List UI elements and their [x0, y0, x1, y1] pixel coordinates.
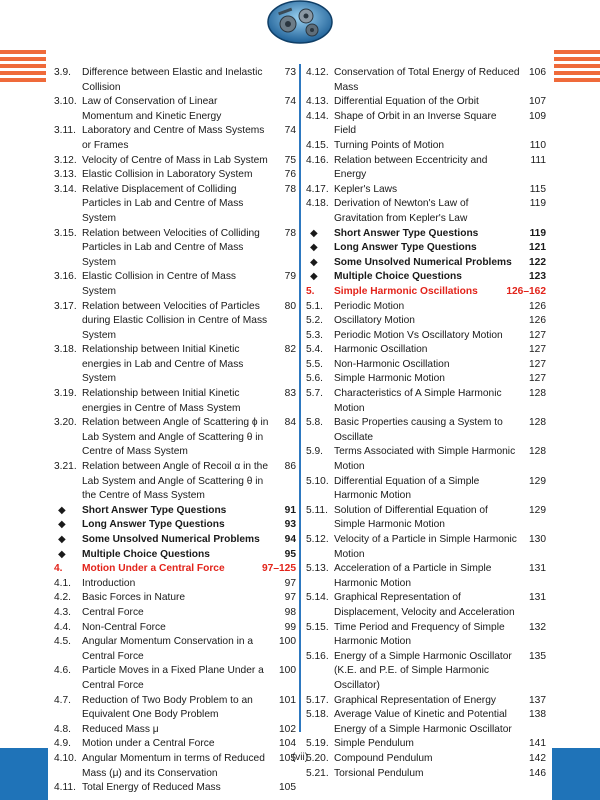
toc-entry-title: Time Period and Frequency of Simple Harmonic Motion [334, 621, 505, 648]
toc-entry-number: ◆ [310, 271, 318, 283]
toc-entry-title: Turning Points of Motion [334, 139, 445, 151]
column-divider [299, 64, 301, 732]
toc-question-entry [54, 518, 296, 533]
toc-entry [306, 387, 546, 416]
toc-entry [306, 504, 546, 533]
toc-entry [54, 723, 296, 738]
toc-entry-title: Differential Equation of a Simple Harmonic Motion [334, 475, 480, 502]
toc-entry-number: 3.13. [54, 169, 77, 181]
toc-entry-page: 109 [529, 110, 546, 122]
toc-entry-title: Motion Under a Central Force [82, 563, 225, 575]
toc-entry-number: 4.14. [306, 110, 329, 122]
toc-entry [54, 66, 296, 95]
toc-entry-page: 122 [529, 256, 546, 268]
toc-left-column [54, 66, 296, 796]
toc-entry-title: Total Energy of Reduced Mass [82, 782, 221, 794]
toc-entry [54, 737, 296, 752]
toc-entry-page: 146 [529, 767, 546, 779]
toc-entry [306, 358, 546, 373]
toc-entry [54, 606, 296, 621]
toc-entry-title: Long Answer Type Questions [334, 242, 477, 254]
toc-entry-number: 4.8. [54, 723, 71, 735]
toc-entry [306, 708, 546, 737]
toc-entry-number: 5.13. [306, 563, 329, 575]
toc-entry-page: 104 [279, 738, 296, 750]
toc-entry-number: 3.20. [54, 417, 77, 429]
toc-entry-number: 5.18. [306, 709, 329, 721]
toc-entry-title: Acceleration of a Particle in Simple Harmonic Motion [334, 563, 492, 589]
toc-entry-page: 129 [529, 475, 546, 487]
toc-entry [306, 343, 546, 358]
toc-entry-number: 4.12. [306, 67, 329, 78]
toc-entry-title: Relation between Eccentricity and Energy [334, 154, 488, 181]
toc-entry-number: 5.1. [306, 300, 323, 312]
toc-entry-title: Law of Conservation of Linear Momentum and Kinetic Energy [82, 96, 222, 122]
toc-question-entry [54, 533, 296, 548]
toc-entry-page: 115 [529, 183, 546, 195]
toc-entry-title: Relation between Angle of Recoil α in the Lab System and Angle of Scattering θ in the Centre of Mass System [82, 461, 268, 502]
toc-entry [54, 577, 296, 592]
toc-entry-title: Harmonic Oscillation [334, 344, 428, 356]
toc-entry [306, 329, 546, 344]
toc-entry-number: 5.15. [306, 621, 329, 633]
toc-entry-number: 5.10. [306, 475, 329, 487]
toc-entry-page: 127 [529, 344, 546, 356]
toc-entry-title: Compound Pendulum [334, 752, 433, 764]
toc-entry-page: 141 [529, 738, 546, 750]
toc-entry [306, 300, 546, 315]
toc-entry [54, 95, 296, 124]
toc-entry-number: 4.13. [306, 96, 329, 108]
toc-entry-title: Central Force [82, 606, 144, 618]
toc-entry-page: 100 [279, 636, 296, 648]
toc-entry [54, 591, 296, 606]
toc-entry-number: 5.12. [306, 534, 329, 545]
toc-entry-page: 127 [529, 358, 546, 370]
toc-entry-page: 126–162 [506, 285, 546, 297]
toc-entry-page: 80 [284, 300, 296, 312]
toc-entry-number: 5.20. [306, 752, 329, 764]
toc-entry-title: Relation between Velocities of Colliding Particles in Lab and Centre of Mass System [82, 227, 260, 268]
toc-entry-page: 127 [529, 329, 546, 341]
toc-entry-page: 73 [284, 67, 296, 78]
toc-entry-title: Oscillatory Motion [334, 315, 415, 327]
toc-entry [306, 650, 546, 694]
toc-entry-page: 128 [529, 417, 546, 429]
toc-entry [54, 183, 296, 227]
toc-entry-page: 127 [529, 373, 546, 385]
toc-entry-title: Non-Central Force [82, 621, 166, 633]
toc-entry [306, 314, 546, 329]
toc-entry-page: 101 [279, 694, 296, 706]
toc-entry-number: 5.4. [306, 344, 323, 356]
toc-entry-title: Energy of a Simple Harmonic Oscillator (K.E. and P.E. of Simple Harmonic Oscillator) [334, 650, 512, 691]
toc-entry-number: 3.14. [54, 183, 77, 195]
toc-question-entry [54, 548, 296, 563]
toc-entry [306, 154, 546, 183]
toc-entry-page: 102 [279, 723, 296, 735]
gear-emblem-icon [266, 0, 334, 46]
toc-entry-page: 135 [529, 650, 546, 662]
toc-entry-number: 4.3. [54, 606, 71, 618]
toc-entry-number: 4.16. [306, 154, 329, 166]
toc-entry-number: 3.16. [54, 271, 77, 283]
toc-entry-page: 105 [279, 752, 296, 764]
toc-entry-number: 4.9. [54, 738, 71, 750]
toc-entry-number: 4.6. [54, 665, 71, 677]
toc-entry [54, 781, 296, 796]
toc-entry-number: 4.2. [54, 592, 71, 604]
toc-entry-number: ◆ [310, 256, 318, 268]
toc-entry-page: 82 [284, 344, 296, 356]
toc-chapter-heading [306, 285, 546, 300]
toc-entry-page: 105 [279, 782, 296, 794]
toc-entry-number: 5.17. [306, 694, 329, 706]
toc-entry-title: Multiple Choice Questions [334, 271, 462, 283]
toc-entry [54, 270, 296, 299]
toc-entry-title: Short Answer Type Questions [334, 227, 479, 239]
toc-entry-page: 137 [529, 694, 546, 706]
toc-entry-page: 142 [529, 752, 546, 764]
toc-entry-title: Relationship between Initial Kinetic energies in Centre of Mass System [82, 388, 241, 414]
toc-entry-page: 76 [284, 169, 296, 181]
toc-entry-number: 5.3. [306, 329, 323, 341]
toc-entry-page: 130 [529, 534, 546, 545]
toc-entry-page: 93 [284, 519, 296, 531]
toc-entry [306, 139, 546, 154]
toc-entry-number: 4.15. [306, 139, 329, 151]
toc-question-entry [306, 256, 546, 271]
toc-entry-title: Relation between Velocities of Particles during Elastic Collision in Centre of Mass System [82, 300, 268, 341]
toc-entry-number: 3.12. [54, 154, 77, 166]
toc-entry-title: Introduction [82, 577, 136, 589]
toc-entry-page: 79 [284, 271, 296, 283]
toc-entry-page: 78 [284, 227, 296, 239]
toc-entry [306, 66, 546, 95]
toc-entry-page: 95 [284, 548, 296, 560]
toc-entry-page: 97 [284, 592, 296, 604]
toc-entry [306, 767, 546, 782]
toc-entry-page: 74 [284, 125, 296, 137]
toc-entry-title: Reduction of Two Body Problem to an Equivalent One Body Problem [82, 694, 253, 721]
toc-right-column [306, 66, 546, 781]
toc-entry-page: 86 [284, 461, 296, 473]
toc-entry-page: 106 [529, 67, 546, 78]
toc-entry [306, 533, 546, 562]
decorative-stripes-right [554, 50, 600, 84]
toc-entry-title: Derivation of Newton's Law of Gravitation from Kepler's Law [334, 198, 469, 224]
toc-entry-number: 5.11. [306, 504, 328, 516]
toc-entry-number: 5.6. [306, 373, 323, 385]
toc-entry-title: Simple Harmonic Oscillations [334, 285, 478, 297]
toc-entry-number: ◆ [310, 242, 318, 254]
toc-entry-page: 131 [529, 592, 546, 604]
toc-entry-number: 3.19. [54, 388, 77, 400]
toc-entry-number: 4.5. [54, 636, 71, 648]
toc-entry-title: Solution of Differential Equation of Simple Harmonic Motion [334, 504, 488, 531]
toc-entry-number: 5.5. [306, 358, 323, 370]
toc-entry-number: 5. [306, 285, 315, 297]
toc-entry [54, 227, 296, 271]
toc-entry-page: 100 [279, 665, 296, 677]
toc-entry-title: Basic Forces in Nature [82, 592, 186, 604]
toc-entry-title: Periodic Motion Vs Oscillatory Motion [334, 329, 503, 341]
toc-question-entry [306, 270, 546, 285]
toc-entry-title: Long Answer Type Questions [82, 519, 225, 531]
toc-entry-page: 110 [529, 139, 546, 151]
toc-entry [306, 197, 546, 226]
toc-entry-page: 94 [284, 534, 296, 545]
toc-entry-title: Characteristics of A Simple Harmonic Motion [334, 388, 502, 414]
toc-entry [306, 737, 546, 752]
toc-entry-title: Basic Properties causing a System to Oscillate [334, 417, 503, 443]
toc-entry-title: Conservation of Total Energy of Reduced Mass [334, 67, 520, 93]
toc-chapter-heading [54, 562, 296, 577]
toc-entry-page: 119 [529, 198, 546, 210]
toc-entry-page: 132 [529, 621, 546, 633]
toc-entry-number: 4.10. [54, 752, 77, 764]
toc-entry-page: 78 [284, 183, 296, 195]
toc-entry-page: 91 [284, 504, 296, 516]
toc-entry [306, 110, 546, 139]
toc-entry [54, 416, 296, 460]
toc-entry [54, 168, 296, 183]
toc-entry-page: 121 [529, 242, 546, 254]
toc-entry-title: Periodic Motion [334, 300, 405, 312]
footer-block-left [0, 748, 48, 800]
toc-entry-page: 138 [529, 709, 546, 721]
toc-entry [54, 635, 296, 664]
toc-entry-page: 107 [529, 96, 546, 108]
toc-entry-number: 5.2. [306, 315, 323, 327]
toc-entry-number: 4.11. [54, 782, 76, 794]
toc-entry-number: 4.1. [54, 577, 71, 589]
toc-entry-page: 128 [529, 446, 546, 458]
toc-entry-page: 97–125 [262, 563, 296, 575]
toc-question-entry [306, 241, 546, 256]
toc-entry-number: 5.16. [306, 650, 329, 662]
toc-entry-title: Elastic Collision in Centre of Mass System [82, 271, 237, 297]
toc-entry-title: Some Unsolved Numerical Problems [82, 534, 260, 545]
toc-entry [306, 372, 546, 387]
toc-entry-number: 5.14. [306, 592, 329, 604]
toc-entry-page: 126 [529, 300, 546, 312]
toc-entry-number: 4.7. [54, 694, 71, 706]
toc-entry [306, 95, 546, 110]
toc-entry-title: Graphical Representation of Energy [334, 694, 496, 706]
toc-entry [306, 183, 546, 198]
toc-entry-number: 3.10. [54, 96, 77, 108]
toc-entry [54, 154, 296, 169]
footer-block-right [552, 748, 600, 800]
toc-entry-title: Graphical Representation of Displacement, Velocity and Acceleration [334, 592, 515, 618]
toc-entry-number: 4. [54, 563, 63, 575]
toc-entry-title: Simple Harmonic Motion [334, 373, 445, 385]
toc-entry-page: 98 [284, 606, 296, 618]
toc-entry-title: Short Answer Type Questions [82, 504, 227, 516]
toc-entry-title: Particle Moves in a Fixed Plane Under a Central Force [82, 665, 264, 691]
toc-entry [306, 621, 546, 650]
toc-entry-title: Average Value of Kinetic and Potential Energy of a Simple Harmonic Oscillator [334, 709, 512, 735]
toc-question-entry [54, 504, 296, 519]
toc-entry-number: 3.21. [54, 461, 77, 473]
toc-entry-number: 5.9. [306, 446, 323, 458]
toc-entry-number: 3.9. [54, 67, 71, 78]
toc-entry-title: Motion under a Central Force [82, 738, 215, 750]
toc-entry [54, 300, 296, 344]
toc-entry-number: 5.7. [306, 388, 323, 400]
toc-entry-page: 111 [530, 154, 546, 166]
toc-entry-title: Simple Pendulum [334, 738, 414, 750]
toc-entry-page: 74 [284, 96, 296, 108]
toc-entry [54, 621, 296, 636]
page-number: (vii) [291, 752, 309, 763]
toc-entry-number: ◆ [58, 548, 66, 560]
toc-entry [54, 460, 296, 504]
toc-entry [306, 591, 546, 620]
toc-entry-page: 83 [284, 388, 296, 400]
toc-entry-number: ◆ [58, 504, 66, 516]
toc-entry-title: Angular Momentum in terms of Reduced Mass (μ) and its Conservation [82, 752, 265, 779]
toc-entry-number: ◆ [310, 227, 318, 239]
toc-entry-number: 4.18. [306, 198, 329, 210]
toc-entry-title: Difference between Elastic and Inelastic Collision [82, 67, 263, 93]
toc-entry [306, 562, 546, 591]
toc-entry [54, 694, 296, 723]
toc-entry-page: 97 [284, 577, 296, 589]
toc-entry-page: 126 [529, 315, 546, 327]
toc-entry-page: 128 [529, 388, 546, 400]
toc-entry [306, 416, 546, 445]
toc-entry-page: 119 [529, 227, 546, 239]
toc-entry-title: Angular Momentum Conservation in a Central Force [82, 636, 254, 662]
toc-entry-title: Torsional Pendulum [334, 767, 424, 779]
toc-entry [54, 664, 296, 693]
toc-entry-title: Velocity of a Particle in Simple Harmonic Motion [334, 534, 517, 560]
toc-entry-title: Terms Associated with Simple Harmonic Motion [334, 446, 516, 473]
toc-entry-title: Reduced Mass μ [82, 723, 159, 735]
toc-entry-number: 3.17. [54, 300, 77, 312]
toc-entry-title: Differential Equation of the Orbit [334, 96, 479, 108]
toc-entry [306, 445, 546, 474]
toc-question-entry [306, 227, 546, 242]
toc-entry-page: 123 [529, 271, 546, 283]
toc-entry-page: 75 [284, 154, 296, 166]
toc-entry-number: 3.11. [54, 125, 76, 137]
toc-entry-number: 5.19. [306, 738, 329, 750]
toc-entry-title: Non-Harmonic Oscillation [334, 358, 450, 370]
toc-entry [54, 387, 296, 416]
toc-entry-number: 5.8. [306, 417, 323, 429]
toc-entry-page: 84 [284, 417, 296, 429]
toc-entry-title: Relation between Angle of Scattering ϕ in Lab System and Angle of Scattering θ in Centre of Mass System [82, 417, 269, 458]
toc-entry-title: Multiple Choice Questions [82, 548, 210, 560]
toc-entry [54, 124, 296, 153]
toc-entry [306, 694, 546, 709]
toc-entry-page: 99 [284, 621, 296, 633]
toc-entry-title: Relationship between Initial Kinetic energies in Lab and Centre of Mass System [82, 344, 244, 385]
toc-entry-title: Elastic Collision in Laboratory System [82, 169, 253, 181]
decorative-stripes-left [0, 50, 46, 84]
toc-entry-number: ◆ [58, 519, 66, 531]
toc-entry-title: Some Unsolved Numerical Problems [334, 256, 512, 268]
toc-entry-number: 5.21. [306, 767, 329, 779]
toc-entry-title: Velocity of Centre of Mass in Lab System [82, 154, 268, 166]
toc-entry-page: 131 [529, 563, 546, 575]
toc-entry [306, 475, 546, 504]
toc-entry-title: Relative Displacement of Colliding Particles in Lab and Centre of Mass System [82, 183, 244, 224]
toc-entry-number: ◆ [58, 534, 66, 545]
toc-entry-number: 4.4. [54, 621, 71, 633]
toc-entry-number: 3.15. [54, 227, 77, 239]
toc-entry-title: Shape of Orbit in an Inverse Square Field [334, 110, 497, 137]
toc-entry-title: Laboratory and Centre of Mass Systems or Frames [82, 125, 265, 151]
toc-entry-page: 129 [529, 504, 546, 516]
toc-entry-title: Kepler's Laws [334, 183, 398, 195]
toc-entry [54, 343, 296, 387]
toc-entry-number: 4.17. [306, 183, 329, 195]
toc-entry-number: 3.18. [54, 344, 77, 356]
